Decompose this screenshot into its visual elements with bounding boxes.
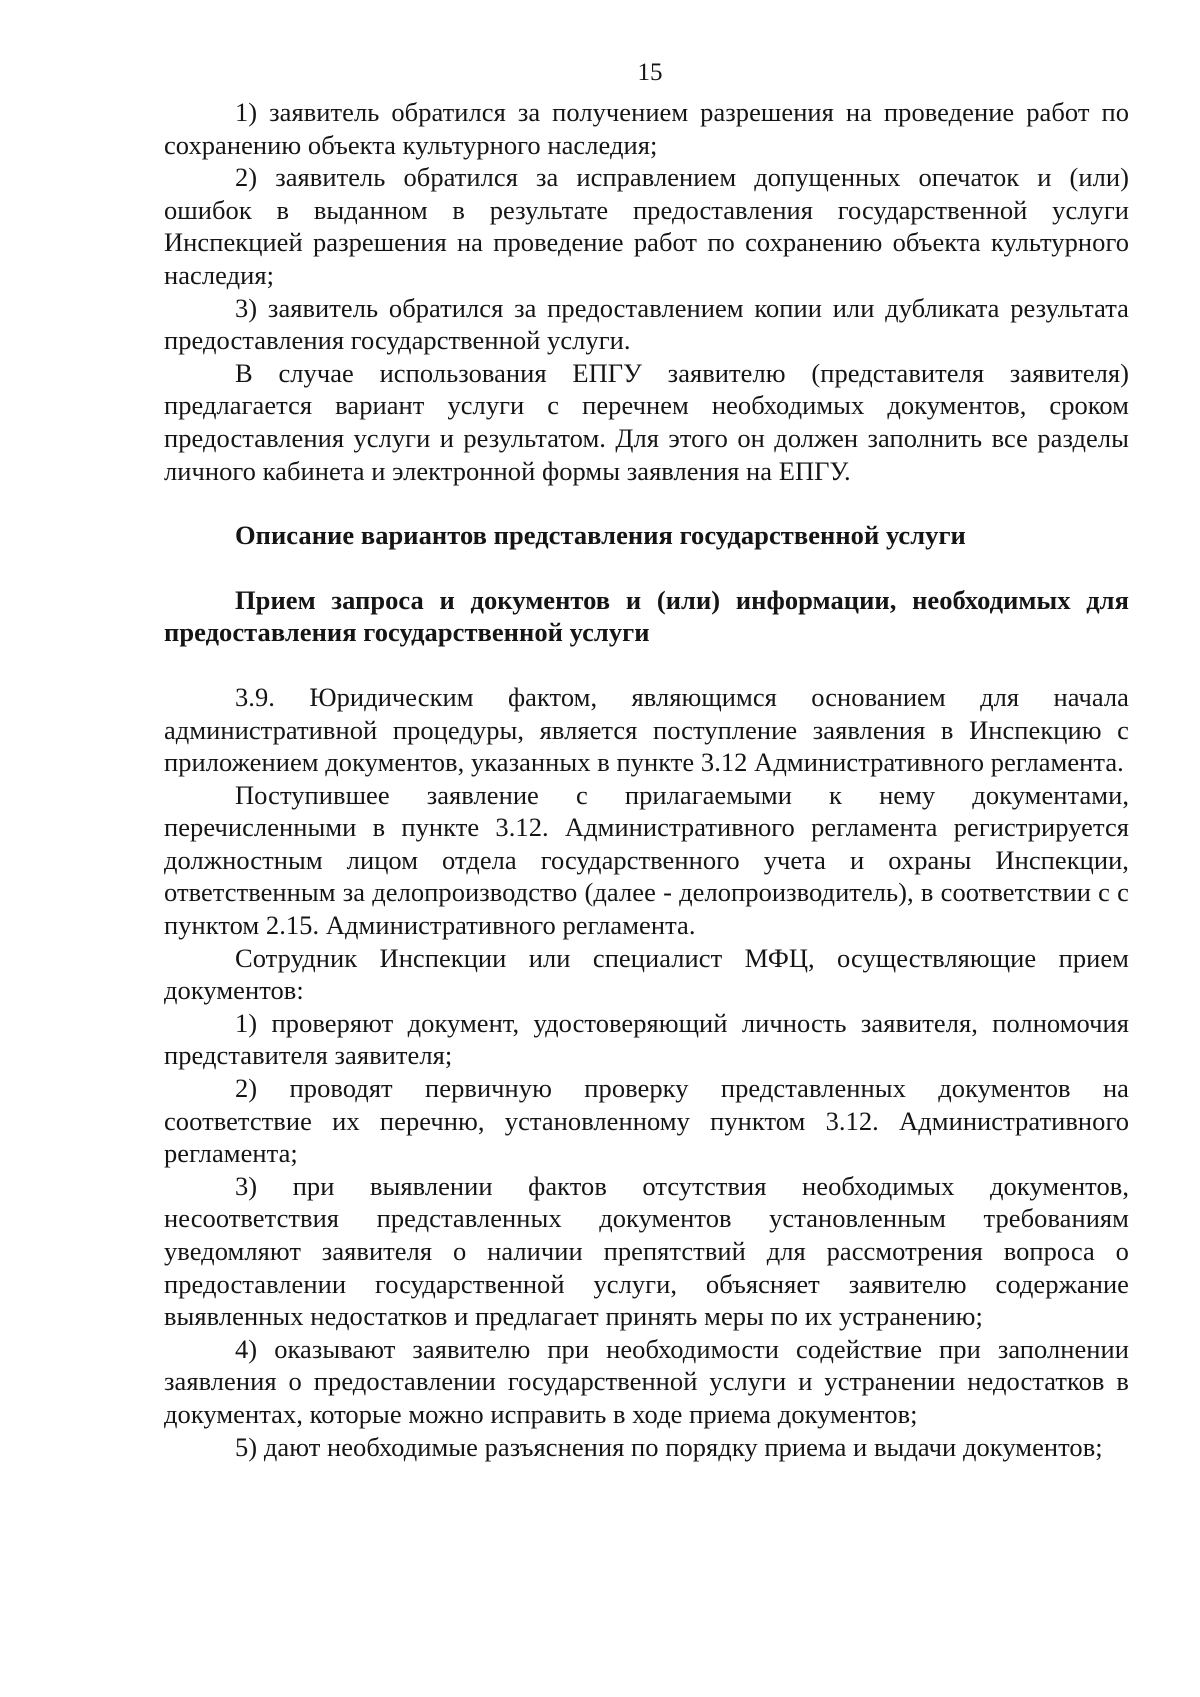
page-number: 15 (637, 59, 663, 86)
document-body (164, 96, 1129, 1463)
epgu-paragraph: В случае использования ЕПГУ заявителю (представителя заявителя) предлагается вариант услуги с перечнем необходимых документов, сроком предоставления услуги и результатом. Для этого он должен заполнить все разделы личного кабинета и электронной формы заявления на ЕПГУ. (164, 357, 1129, 486)
staff-step-4: 4) оказывают заявителю при необходимости содействие при заполнении заявления о предоставлении государственной услуги и устранении недостатков в документах, которые можно исправить в ходе приема документов; (164, 1333, 1129, 1429)
list-item-2: 2) заявитель обратился за исправлением допущенных опечаток и (или) ошибок в выданном в результате предоставления государственной услуги Инспекцией разрешения на проведение работ по сохранению объекта культурного наследия; (164, 162, 1129, 290)
list-item-1: 1) заявитель обратился за получением разрешения на проведение работ по сохранению объекта культурного наследия; (164, 97, 1129, 160)
staff-step-3: 3) при выявлении фактов отсутствия необходимых документов, несоответствия представленных документов установленным требованиям уведомляют заявителя о наличии препятствий для рассмотрения вопроса о предоставлении государственной услуги, объясняет заявителю содержание выявленных недостатков и предлагает принять меры по их устранению; (164, 1170, 1129, 1332)
section-heading-reception: Прием запроса и документов и (или) информации, необходимых для предоставления государственной услуги (164, 584, 1129, 648)
paragraph-registration: Поступившее заявление с прилагаемыми к нему документами, перечисленными в пункте 3.12. Административного регламента регистрируется должностным лицом отдела государственного учета и охраны Инспекции, ответственным за делопроизводство (далее - делопроизводитель), в соответствии с с пунктом 2.15. Административного регламента. (164, 779, 1129, 941)
staff-step-1: 1) проверяют документ, удостоверяющий личность заявителя, полномочия представителя заявителя; (164, 1007, 1129, 1071)
paragraph-3-9: 3.9. Юридическим фактом, являющимся основанием для начала административной процедуры, является поступление заявления в Инспекцию с приложением документов, указанных в пункте 3.12 Административного регламента. (164, 681, 1129, 778)
list-item-3: 3) заявитель обратился за предоставлением копии или дубликата результата предоставления государственной услуги. (164, 292, 1129, 356)
paragraph-staff: Сотрудник Инспекции или специалист МФЦ, осуществляющие прием документов: (164, 942, 1129, 1006)
section-heading-variants: Описание вариантов представления государственной услуги (235, 520, 966, 551)
staff-step-5: 5) дают необходимые разъяснения по порядку приема и выдачи документов; (235, 1431, 1103, 1462)
staff-step-2: 2) проводят первичную проверку представленных документов на соответствие их перечню, установленному пунктом 3.12. Административного регламента; (164, 1073, 1129, 1169)
